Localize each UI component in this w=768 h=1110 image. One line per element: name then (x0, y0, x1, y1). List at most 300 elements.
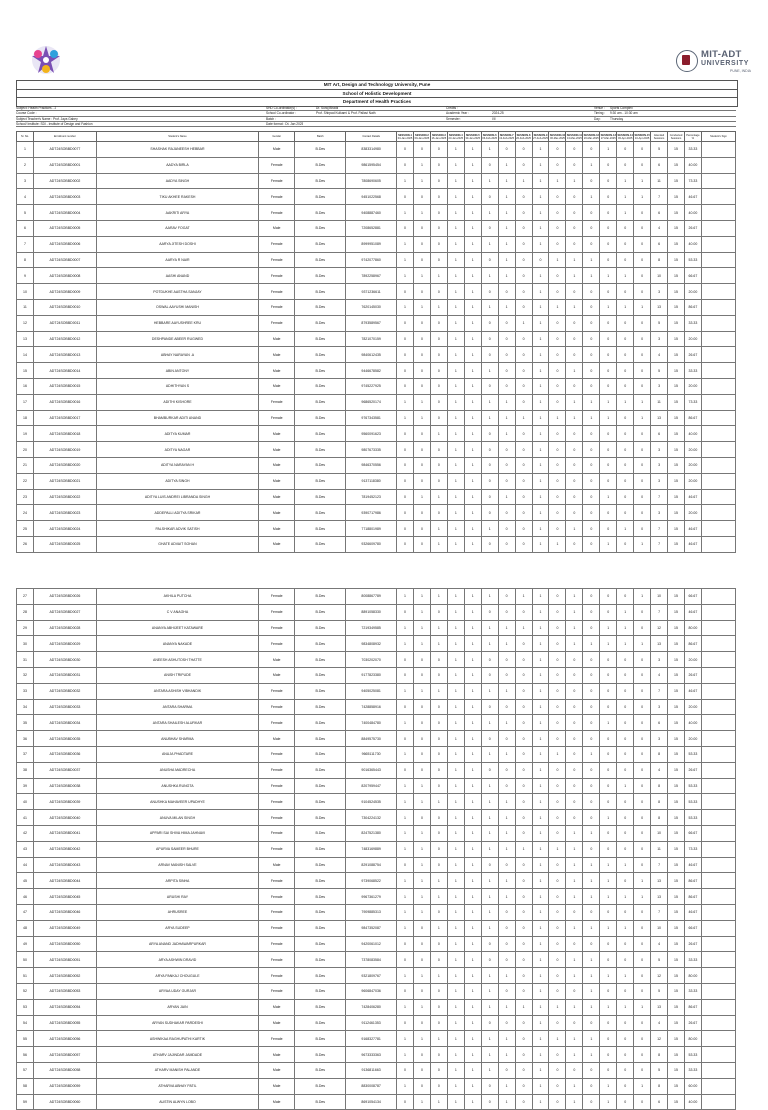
cell-attendance: 1 (447, 936, 464, 952)
cell-attendance: 1 (617, 920, 634, 936)
cell-attendance: 0 (515, 394, 532, 410)
cell-contact: 9177823380 (346, 667, 397, 683)
cell-attendance: 1 (566, 841, 583, 857)
cell-attendance: 1 (413, 157, 430, 173)
cell-name: ARYA ASHWIN DRAVID (96, 952, 258, 968)
meta-cell: Venue : (594, 106, 605, 110)
cell-sign[interactable] (701, 936, 735, 952)
cell-attendance: 1 (566, 1047, 583, 1063)
cell-attendance: 0 (515, 142, 532, 158)
cell-sign[interactable] (701, 473, 735, 489)
cell-contact: 7821070159 (346, 331, 397, 347)
cell-percentage: 20.00 (684, 699, 701, 715)
cell-attended: 4 (651, 1015, 668, 1031)
cell-name: ATHARV MANISH PALANDE (96, 1062, 258, 1078)
cell-attendance: 1 (464, 810, 481, 826)
session-date: 27-Mar-2025 (600, 136, 616, 140)
cell-attendance: 0 (600, 363, 617, 379)
cell-name: C V ANAGHA (96, 604, 258, 620)
cell-attendance: 1 (413, 904, 430, 920)
cell-contact: 8691054134 (346, 1094, 397, 1110)
cell-attendance: 1 (464, 426, 481, 442)
cell-attendance: 1 (566, 920, 583, 936)
session-label: SESSION-3 (431, 133, 446, 137)
cell-attendance: 1 (413, 604, 430, 620)
cell-name: ANUSHA MADRECHA (96, 762, 258, 778)
session-date: 03-Apr-2025 (617, 136, 633, 140)
cell-percentage: 33.33 (684, 1062, 701, 1078)
cell-attendance: 1 (498, 715, 515, 731)
cell-sign[interactable] (701, 205, 735, 221)
cell-batch: B.Des (295, 378, 346, 394)
cell-conducted: 15 (668, 410, 685, 426)
cell-sign[interactable] (701, 142, 735, 158)
cell-attendance: 0 (515, 683, 532, 699)
cell-sign[interactable] (701, 746, 735, 762)
cell-attendance: 0 (515, 284, 532, 300)
cell-attendance: 0 (583, 521, 600, 537)
cell-enrollment: ADT24SOBBD0031 (33, 667, 96, 683)
col-header-attended: Attended Sessions (651, 132, 668, 142)
cell-sign[interactable] (701, 299, 735, 315)
cell-enrollment: ADT24SOBBD0025 (33, 536, 96, 552)
cell-conducted: 15 (668, 636, 685, 652)
cell-attendance: 1 (447, 652, 464, 668)
cell-attendance: 0 (583, 762, 600, 778)
cell-attendance: 0 (600, 762, 617, 778)
cell-batch: B.Des (295, 331, 346, 347)
cell-attendance: 0 (481, 473, 498, 489)
cell-sign[interactable] (701, 604, 735, 620)
cell-gender: Female (259, 794, 295, 810)
cell-name: AAKRITI ARYA (96, 205, 258, 221)
cell-attendance: 1 (413, 794, 430, 810)
cell-attendance: 1 (532, 983, 549, 999)
cell-attendance: 1 (600, 299, 617, 315)
cell-sign[interactable] (701, 378, 735, 394)
cell-batch: B.Des (295, 268, 346, 284)
cell-gender: Male (259, 457, 295, 473)
cell-name: AARAV FOGAT (96, 220, 258, 236)
cell-conducted: 15 (668, 284, 685, 300)
cell-sign[interactable] (701, 652, 735, 668)
cell-sign[interactable] (701, 904, 735, 920)
cell-attendance: 1 (634, 536, 651, 552)
table-row (17, 794, 736, 810)
cell-attendance: 0 (413, 920, 430, 936)
cell-batch: B.Des (295, 521, 346, 537)
cell-attendance: 0 (498, 936, 515, 952)
cell-attendance: 1 (583, 410, 600, 426)
cell-attendance: 0 (566, 489, 583, 505)
session-date: 20-Mar-2025 (583, 136, 599, 140)
cell-enrollment: ADT24SOBBD0039 (33, 794, 96, 810)
cell-conducted: 15 (668, 794, 685, 810)
cell-attendance: 1 (464, 794, 481, 810)
cell-attendance: 0 (430, 505, 447, 521)
cell-attendance: 0 (617, 378, 634, 394)
cell-attendance: 0 (430, 220, 447, 236)
cell-attendance: 1 (532, 589, 549, 605)
cell-gender: Female (259, 299, 295, 315)
cell-percentage: 46.67 (684, 521, 701, 537)
cell-attendance: 1 (481, 410, 498, 426)
cell-sign[interactable] (701, 683, 735, 699)
cell-percentage: 60.00 (684, 1078, 701, 1094)
cell-attendance: 0 (566, 983, 583, 999)
meta-cell: Credits : (446, 106, 458, 110)
cell-enrollment: ADT24SOBBD0052 (33, 968, 96, 984)
cell-enrollment: ADT24SOBBD0054 (33, 999, 96, 1015)
cell-attendance: 1 (498, 394, 515, 410)
cell-attendance: 1 (498, 999, 515, 1015)
cell-sign[interactable] (701, 794, 735, 810)
cell-gender: Male (259, 142, 295, 158)
cell-percentage: 40.00 (684, 715, 701, 731)
cell-contact: 9606847036 (346, 983, 397, 999)
cell-enrollment: ADT24SOBBD0021 (33, 473, 96, 489)
cell-attendance: 0 (634, 983, 651, 999)
cell-attendance: 1 (481, 841, 498, 857)
cell-batch: B.Des (295, 746, 346, 762)
cell-conducted: 15 (668, 426, 685, 442)
cell-sign[interactable] (701, 157, 735, 173)
cell-attended: 12 (651, 968, 668, 984)
cell-attendance: 0 (617, 683, 634, 699)
cell-attendance: 0 (634, 841, 651, 857)
cell-sign[interactable] (701, 236, 735, 252)
cell-contact: 7378083584 (346, 952, 397, 968)
cell-name: ATHARVA ABHAY PATIL (96, 1078, 258, 1094)
cell-attendance: 0 (617, 589, 634, 605)
cell-sign[interactable] (701, 426, 735, 442)
cell-percentage: 53.33 (684, 746, 701, 762)
cell-attendance: 0 (549, 236, 566, 252)
cell-attendance: 1 (532, 936, 549, 952)
cell-batch: B.Des (295, 220, 346, 236)
cell-attendance: 0 (600, 236, 617, 252)
cell-attended: 8 (651, 1078, 668, 1094)
cell-conducted: 15 (668, 715, 685, 731)
cell-conducted: 15 (668, 999, 685, 1015)
cell-contact: 7030202070 (346, 652, 397, 668)
meta-cell: I/II (492, 116, 496, 121)
cell-attendance: 1 (532, 667, 549, 683)
cell-gender: Male (259, 536, 295, 552)
cell-gender: Male (259, 1047, 295, 1063)
cell-sign[interactable] (701, 1031, 735, 1047)
cell-attendance: 1 (583, 1031, 600, 1047)
cell-attendance: 0 (634, 363, 651, 379)
cell-attendance: 0 (430, 189, 447, 205)
cell-attendance: 0 (600, 1047, 617, 1063)
cell-batch: B.Des (295, 904, 346, 920)
cell-attendance: 0 (397, 1015, 414, 1031)
cell-attendance: 1 (430, 268, 447, 284)
cell-attendance: 0 (515, 778, 532, 794)
cell-conducted: 15 (668, 1062, 685, 1078)
cell-attendance: 0 (549, 715, 566, 731)
cell-gender: Female (259, 968, 295, 984)
cell-attendance: 0 (515, 746, 532, 762)
cell-gender: Male (259, 1062, 295, 1078)
cell-sign[interactable] (701, 620, 735, 636)
cell-attendance: 0 (634, 952, 651, 968)
cell-sign[interactable] (701, 347, 735, 363)
cell-attendance: 0 (566, 652, 583, 668)
cell-sign[interactable] (701, 667, 735, 683)
cell-attendance: 1 (617, 394, 634, 410)
cell-attendance: 0 (413, 505, 430, 521)
cell-sign[interactable] (701, 489, 735, 505)
cell-contact: 7819452123 (346, 489, 397, 505)
cell-batch: B.Des (295, 873, 346, 889)
cell-conducted: 15 (668, 857, 685, 873)
cell-attendance: 1 (498, 173, 515, 189)
cell-attendance: 1 (532, 521, 549, 537)
cell-sign[interactable] (701, 715, 735, 731)
cell-attendance: 1 (549, 999, 566, 1015)
cell-attendance: 1 (481, 142, 498, 158)
cell-conducted: 15 (668, 667, 685, 683)
cell-sign[interactable] (701, 220, 735, 236)
cell-attendance: 1 (481, 299, 498, 315)
cell-sign[interactable] (701, 536, 735, 552)
cell-attendance: 0 (583, 1078, 600, 1094)
cell-attendance: 1 (498, 489, 515, 505)
cell-sign[interactable] (701, 252, 735, 268)
session-label: SESSION-5 (465, 133, 480, 137)
cell-attendance: 0 (498, 142, 515, 158)
cell-attendance: 1 (464, 394, 481, 410)
cell-attendance: 1 (397, 236, 414, 252)
cell-attended: 5 (651, 142, 668, 158)
sheet-page-2 (16, 588, 768, 1104)
cell-sign[interactable] (701, 1062, 735, 1078)
cell-sign[interactable] (701, 315, 735, 331)
cell-attendance: 0 (566, 426, 583, 442)
cell-sign[interactable] (701, 1078, 735, 1094)
cell-sign[interactable] (701, 841, 735, 857)
cell-attendance: 0 (481, 347, 498, 363)
cell-attendance: 1 (532, 731, 549, 747)
cell-contact: 7909885313 (346, 904, 397, 920)
cell-attendance: 0 (397, 952, 414, 968)
cell-attendance: 0 (583, 331, 600, 347)
cell-sign[interactable] (701, 173, 735, 189)
cell-sign[interactable] (701, 636, 735, 652)
cell-attended: 13 (651, 636, 668, 652)
cell-attendance: 1 (464, 604, 481, 620)
cell-enrollment: ADT24SOBBD0010 (33, 299, 96, 315)
cell-batch: B.Des (295, 1047, 346, 1063)
cell-sign[interactable] (701, 457, 735, 473)
cell-sign[interactable] (701, 1047, 735, 1063)
cell-attendance: 1 (397, 715, 414, 731)
cell-attendance: 1 (532, 442, 549, 458)
cell-attendance: 0 (430, 1078, 447, 1094)
cell-sign[interactable] (701, 442, 735, 458)
cell-srno: 35 (17, 715, 34, 731)
cell-sign[interactable] (701, 410, 735, 426)
cell-attendance: 0 (397, 189, 414, 205)
col-header-session (549, 132, 566, 142)
cell-attendance: 1 (447, 999, 464, 1015)
cell-attendance: 1 (447, 983, 464, 999)
cell-percentage: 80.00 (684, 1031, 701, 1047)
cell-attended: 6 (651, 236, 668, 252)
cell-attendance: 1 (481, 1047, 498, 1063)
cell-contact: 9371236611 (346, 284, 397, 300)
cell-contact: 7892258967 (346, 268, 397, 284)
cell-attendance: 1 (600, 536, 617, 552)
cell-contact: 9686520174 (346, 394, 397, 410)
cell-sign[interactable] (701, 394, 735, 410)
cell-attendance: 1 (447, 1078, 464, 1094)
cell-attendance: 1 (464, 1047, 481, 1063)
cell-attendance: 1 (532, 857, 549, 873)
cell-sign[interactable] (701, 952, 735, 968)
cell-attendance: 0 (481, 1015, 498, 1031)
cell-sign[interactable] (701, 762, 735, 778)
cell-contact: 8891058330 (346, 604, 397, 620)
cell-gender: Male (259, 652, 295, 668)
col-header-enrollment: Enrollment number (33, 132, 96, 142)
logo-word-place: PUNE, INDIA (730, 69, 752, 73)
cell-srno: 40 (17, 794, 34, 810)
cell-conducted: 15 (668, 347, 685, 363)
cell-sign[interactable] (701, 825, 735, 841)
cell-attendance: 0 (498, 331, 515, 347)
cell-attended: 7 (651, 604, 668, 620)
cell-conducted: 15 (668, 589, 685, 605)
cell-sign[interactable] (701, 699, 735, 715)
col-header-session (583, 132, 600, 142)
session-label: SESSION-1 (398, 133, 412, 137)
cell-attendance: 1 (447, 205, 464, 221)
cell-attendance: 1 (413, 999, 430, 1015)
cell-sign[interactable] (701, 731, 735, 747)
cell-attendance: 1 (464, 1062, 481, 1078)
cell-percentage: 33.33 (684, 142, 701, 158)
cell-sign[interactable] (701, 968, 735, 984)
cell-attendance: 1 (430, 299, 447, 315)
cell-attendance: 1 (617, 778, 634, 794)
table-row (17, 521, 736, 537)
cell-name: APURVA SAMEER BHURE (96, 841, 258, 857)
cell-attendance: 1 (464, 746, 481, 762)
cell-attendance: 1 (464, 521, 481, 537)
cell-gender: Female (259, 762, 295, 778)
cell-attendance: 1 (532, 904, 549, 920)
cell-gender: Male (259, 999, 295, 1015)
cell-sign[interactable] (701, 189, 735, 205)
cell-attendance: 0 (583, 299, 600, 315)
cell-attendance: 1 (464, 220, 481, 236)
cell-contact: 9390717986 (346, 505, 397, 521)
table-row (17, 1015, 736, 1031)
cell-sign[interactable] (701, 857, 735, 873)
cell-contact: 7808690605 (346, 173, 397, 189)
cell-attendance: 1 (600, 410, 617, 426)
cell-sign[interactable] (701, 873, 735, 889)
cell-attendance: 1 (430, 589, 447, 605)
cell-attendance: 0 (566, 347, 583, 363)
cell-sign[interactable] (701, 268, 735, 284)
col-header-session (617, 132, 634, 142)
cell-attendance: 1 (413, 889, 430, 905)
cell-attendance: 1 (617, 521, 634, 537)
col-header-session (515, 132, 532, 142)
cell-name: ARYAN JAIN (96, 999, 258, 1015)
cell-attendance: 0 (617, 426, 634, 442)
cell-attendance: 1 (397, 252, 414, 268)
cell-attendance: 1 (566, 999, 583, 1015)
cell-attendance: 0 (430, 699, 447, 715)
cell-attendance: 0 (413, 442, 430, 458)
cell-sign[interactable] (701, 505, 735, 521)
cell-name: ARYA SUDEEP (96, 920, 258, 936)
cell-sign[interactable] (701, 363, 735, 379)
cell-attendance: 0 (515, 363, 532, 379)
cell-name: ANEESH ASHUTOSH THATTE (96, 652, 258, 668)
cell-sign[interactable] (701, 331, 735, 347)
cell-attendance: 1 (600, 810, 617, 826)
cell-attendance: 0 (617, 904, 634, 920)
cell-attendance: 1 (447, 410, 464, 426)
cell-sign[interactable] (701, 284, 735, 300)
cell-sign[interactable] (701, 1015, 735, 1031)
table-row (17, 1062, 736, 1078)
cell-attendance: 1 (447, 1031, 464, 1047)
cell-sign[interactable] (701, 589, 735, 605)
cell-percentage: 40.00 (684, 426, 701, 442)
cell-attendance: 0 (397, 762, 414, 778)
cell-attendance: 0 (515, 857, 532, 873)
table-header-row (17, 132, 736, 142)
cell-attendance: 0 (549, 1094, 566, 1110)
cell-attendance: 0 (566, 442, 583, 458)
cell-attendance: 1 (617, 299, 634, 315)
cell-gender: Female (259, 936, 295, 952)
cell-attendance: 1 (464, 904, 481, 920)
cell-attendance: 0 (617, 667, 634, 683)
cell-attendance: 0 (397, 652, 414, 668)
cell-sign[interactable] (701, 521, 735, 537)
cell-attendance: 1 (532, 536, 549, 552)
cell-conducted: 15 (668, 810, 685, 826)
cell-attendance: 1 (600, 636, 617, 652)
cell-sign[interactable] (701, 778, 735, 794)
cell-gender: Female (259, 810, 295, 826)
meta-cell: Prof. Shirpad Kulkarni & Prof. Pallavi Nath (316, 111, 376, 116)
cell-sign[interactable] (701, 1094, 735, 1110)
logo-word-main: MIT-ADT (701, 49, 742, 60)
cell-attendance: 0 (634, 746, 651, 762)
cell-sign[interactable] (701, 983, 735, 999)
cell-batch: B.Des (295, 142, 346, 158)
cell-attendance: 1 (583, 873, 600, 889)
cell-sign[interactable] (701, 889, 735, 905)
cell-sign[interactable] (701, 810, 735, 826)
cell-sign[interactable] (701, 999, 735, 1015)
cell-attendance: 0 (549, 268, 566, 284)
cell-gender: Male (259, 363, 295, 379)
cell-contact: 9560091623 (346, 426, 397, 442)
cell-attendance: 1 (397, 299, 414, 315)
cell-sign[interactable] (701, 920, 735, 936)
cell-attendance: 1 (430, 1031, 447, 1047)
